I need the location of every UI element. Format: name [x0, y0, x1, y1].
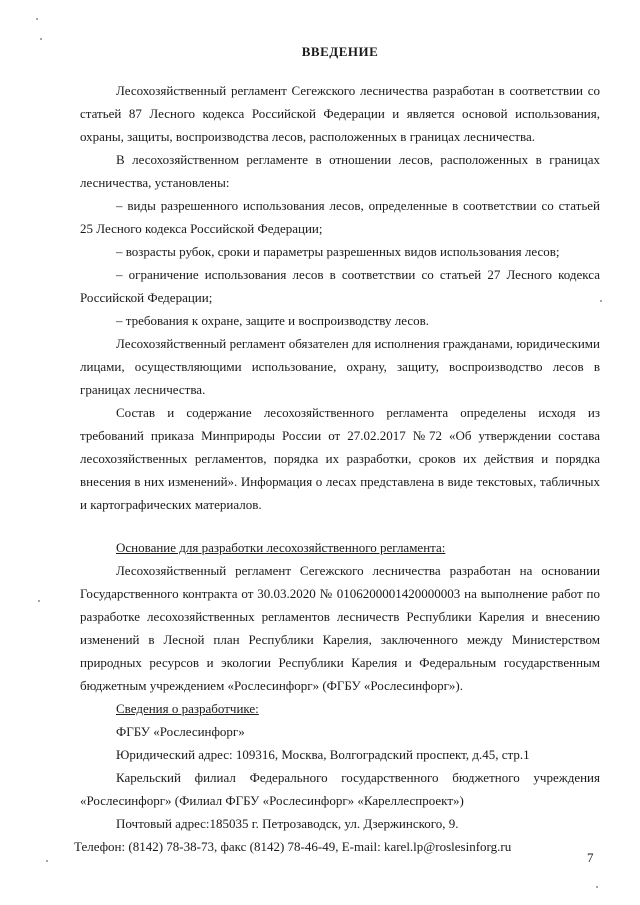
developer-heading-text: Сведения о разработчике:	[116, 701, 259, 716]
developer-branch: Карельский филиал Федерального государственного бюджетного учреждения «Рослесинфорг» (Филиал ФГБУ «Рослесинфорг» «Кареллеспроект»)	[80, 770, 600, 808]
scan-speck	[600, 300, 602, 302]
document-body	[74, 40, 600, 858]
developer-postal-address: Почтовый адрес:185035 г. Петрозаводск, ул. Дзержинского, 9.	[116, 816, 459, 831]
spacer	[80, 516, 600, 536]
paragraph-composition: Состав и содержание лесохозяйственного регламента определены исходя из требований приказа Минприроды России от 27.02.2017 №72 «Об утверждении состава лесохозяйственных регламентов, порядка их разработки, сроков их действия и порядка внесения в них изменений». Информация о лесах представлена в виде текстовых, табличных и картографических материалов.	[80, 405, 600, 512]
list-item: – ограничение использования лесов в соответствии со статьей 27 Лесного кодекса Российской Федерации;	[80, 267, 600, 305]
list-item: – виды разрешенного использования лесов, определенные в соответствии со статьей 25 Лесного кодекса Российской Федерации;	[80, 198, 600, 236]
developer-org: ФГБУ «Рослесинфорг»	[116, 724, 245, 739]
section-title: ВВЕДЕНИЕ	[301, 44, 379, 59]
developer-legal-address: Юридический адрес: 109316, Москва, Волгоградский проспект, д.45, стр.1	[116, 747, 530, 762]
paragraph-established: В лесохозяйственном регламенте в отношении лесов, расположенных в границах лесничества, установлены:	[80, 152, 600, 190]
developer-contacts: Телефон: (8142) 78-38-73, факс (8142) 78-46-49, E-mail: karel.lp@roslesinforg.ru	[74, 839, 512, 854]
scan-speck	[38, 600, 40, 602]
scan-speck	[46, 860, 48, 862]
basis-heading	[80, 536, 600, 559]
scan-speck	[596, 886, 598, 888]
page-number: 7	[587, 850, 594, 865]
list-item: – требования к охране, защите и воспроизводству лесов.	[116, 313, 429, 328]
paragraph-basis: Лесохозяйственный регламент Сегежского лесничества разработан на основании Государственного контракта от 30.03.2020 № 0106200001420000003 на выполнение работ по разработке лесохозяйственных регламентов лесничеств Республики Карелия и внесению изменений в Лесной план Республики Карелия, заключенного между Министерством природных ресурсов и экологии Республики Карелия и Федеральным государственным бюджетным учреждением «Рослесинфорг» (ФГБУ «Рослесинфорг»).	[80, 563, 600, 693]
scan-speck	[36, 18, 38, 20]
developer-heading	[80, 697, 600, 720]
basis-heading-text: Основание для разработки лесохозяйственного регламента:	[116, 540, 446, 555]
scan-speck	[40, 38, 42, 40]
list-item: – возрасты рубок, сроки и параметры разрешенных видов использования лесов;	[116, 244, 560, 259]
paragraph-obligation: Лесохозяйственный регламент обязателен для исполнения гражданами, юридическими лицами, осуществляющими использование, охрану, защиту, воспроизводство лесов в границах лесничества.	[80, 336, 600, 397]
paragraph-intro: Лесохозяйственный регламент Сегежского лесничества разработан в соответствии со статьей 87 Лесного кодекса Российской Федерации и является основой использования, охраны, защиты, воспроизводства лесов, расположенных в границах лесничества.	[80, 83, 600, 144]
